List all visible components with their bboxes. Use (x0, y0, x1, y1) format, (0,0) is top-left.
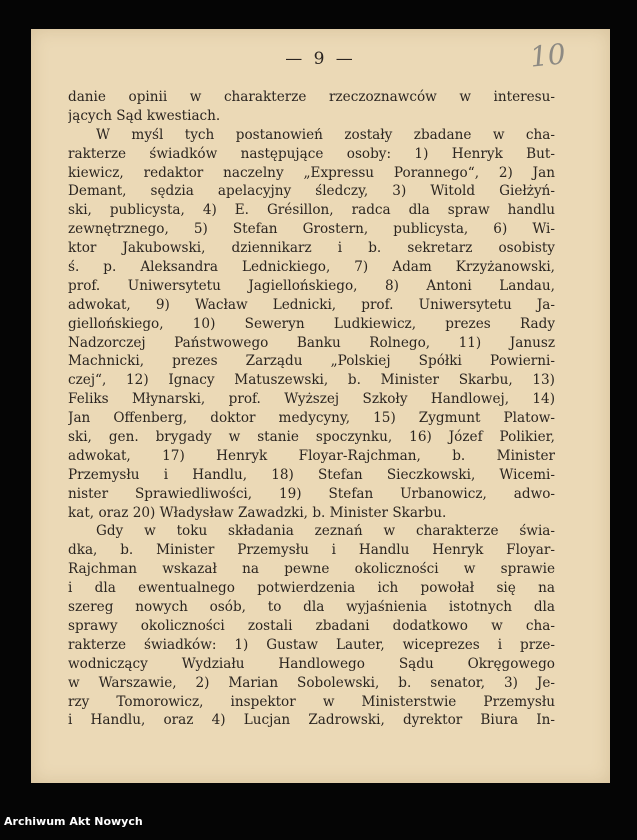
text-line: czej“, 12) Ignacy Matuszewski, b. Minister Skarbu, 13) (68, 372, 555, 389)
text-line: Feliks Młynarski, prof. Wyższej Szkoły Handlowej, 14) (68, 391, 555, 408)
text-line: zewnętrznego, 5) Stefan Grostern, publicysta, 6) Wi- (68, 221, 555, 238)
text-line: adwokat, 9) Wacław Lednicki, prof. Uniwersytetu Ja- (68, 296, 555, 313)
text-line: Nadzorczej Państwowego Banku Rolnego, 11) Janusz (68, 334, 555, 351)
text-line: ktor Jakubowski, dziennikarz i b. sekretarz osobisty (68, 240, 555, 257)
text-line: kiewicz, redaktor naczelny „Expressu Porannego“, 2) Jan (68, 164, 555, 181)
text-line: kat, oraz 20) Władysław Zawadzki, b. Minister Skarbu. (68, 504, 447, 521)
text-line: i dla ewentualnego potwierdzenia ich powołał się na (68, 580, 555, 597)
text-line: szereg nowych osób, to dla wyjaśnienia istotnych dla (68, 599, 555, 616)
text-line: ski, gen. brygady w stanie spoczynku, 16) Józef Polikier, (68, 429, 555, 446)
text-line: rzy Tomorowicz, inspektor w Ministerstwie Przemysłu (68, 693, 555, 710)
text-line: sprawy okoliczności zostali zbadani dodatkowo w cha- (68, 617, 555, 634)
text-line: Machnicki, prezes Zarządu „Polskiej Spółki Powierni- (68, 353, 555, 370)
text-line: giellońskiego, 10) Seweryn Ludkiewicz, prezes Rady (68, 315, 555, 332)
text-line: Jan Offenberg, doktor medycyny, 15) Zygmunt Platow- (68, 410, 555, 427)
text-line: danie opinii w charakterze rzeczoznawców w interesu- (68, 89, 555, 105)
text-line: Rajchman wskazał na pewne okoliczności w sprawie (68, 561, 555, 578)
text-line: dka, b. Minister Przemysłu i Handlu Henryk Floyar- (68, 542, 555, 559)
document-page (31, 29, 610, 783)
text-line: prof. Uniwersytetu Jagiellońskiego, 8) Antoni Landau, (68, 277, 555, 294)
text-line: rakterze świadków: 1) Gustaw Lauter, wiceprezes i prze- (68, 636, 555, 653)
text-line: w Warszawie, 2) Marian Sobolewski, b. senator, 3) Je- (68, 674, 555, 691)
archive-footer-label: Archiwum Akt Nowych (4, 815, 143, 828)
text-line: wodniczący Wydziału Handlowego Sądu Okręgowego (68, 655, 555, 672)
text-line: Przemysłu i Handlu, 18) Stefan Sieczkowski, Wicemi- (68, 466, 555, 483)
text-line: adwokat, 17) Henryk Floyar-Rajchman, b. Minister (68, 447, 555, 464)
text-line: Gdy w toku składania zeznań w charakterze świa- (96, 523, 555, 540)
text-line: nister Sprawiedliwości, 19) Stefan Urbanowicz, adwo- (68, 485, 555, 502)
text-line: i Handlu, oraz 4) Lucjan Zadrowski, dyrektor Biura In- (68, 712, 555, 729)
text-line: ś. p. Aleksandra Lednickiego, 7) Adam Krzyżanowski, (68, 259, 555, 276)
text-line: rakterze świadków następujące osoby: 1) Henryk But- (68, 145, 555, 162)
text-line: ski, publicysta, 4) E. Grésillon, radca dla spraw handlu (68, 202, 555, 219)
body-text (68, 88, 555, 730)
text-line: jących Sąd kwestiach. (68, 107, 221, 124)
archive-page-mark: 10 (528, 37, 568, 74)
text-line: Demant, sędzia apelacyjny śledczy, 3) Witold Giełżyń- (68, 183, 555, 200)
text-line: W myśl tych postanowień zostały zbadane w cha- (96, 126, 555, 143)
page-number: — 9 — (285, 49, 356, 69)
